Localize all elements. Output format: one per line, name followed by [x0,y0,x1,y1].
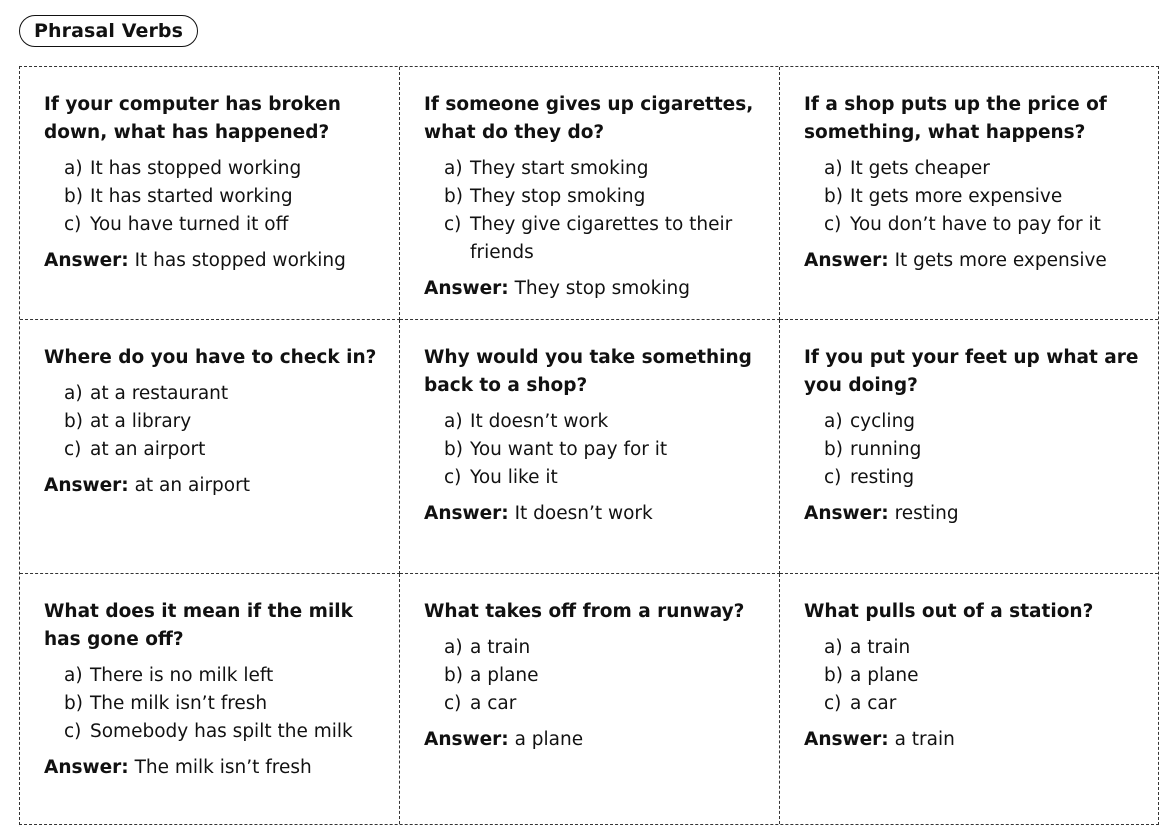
answer-label: Answer: [804,503,889,524]
option-letter: c) [64,439,82,460]
card-option [444,183,769,211]
option-letter: b) [64,693,83,714]
answer-label: Answer: [424,278,509,299]
card-options [424,408,769,492]
card-options [804,408,1148,492]
card-answer [424,275,769,303]
answer-label: Answer: [44,250,129,271]
card-option [824,211,1148,239]
card-question: If a shop puts up the price of something, what happens? [804,94,1107,143]
card-option [444,155,769,183]
option-text: You have turned it off [90,214,289,235]
option-text: at an airport [90,439,206,460]
quiz-card-grid [19,66,1159,825]
card-option [64,155,389,183]
answer-text: It gets more expensive [894,250,1107,271]
card-option [444,634,769,662]
card-option [64,662,389,690]
card-option [824,183,1148,211]
option-letter: b) [444,665,463,686]
card-options [44,380,389,464]
card-options [804,155,1148,239]
option-letter: a) [444,637,463,658]
option-text: cycling [850,411,916,432]
option-text: It has stopped working [90,158,302,179]
option-letter: c) [64,721,82,742]
card-answer [804,500,1148,528]
card-options [44,155,389,239]
card-question: What does it mean if the milk has gone off? [44,601,353,650]
option-letter: b) [64,186,83,207]
answer-label: Answer: [424,503,509,524]
quiz-card [780,574,1158,824]
option-text: at a restaurant [90,383,229,404]
answer-text: at an airport [134,475,250,496]
card-option [444,690,769,718]
option-text: There is no milk left [90,665,274,686]
option-text: It gets cheaper [850,158,990,179]
quiz-card [780,320,1158,574]
quiz-card [400,67,780,320]
option-text: They stop smoking [470,186,646,207]
option-text: a car [850,693,897,714]
answer-label: Answer: [44,475,129,496]
option-text: a train [470,637,531,658]
option-text: It doesn’t work [470,411,609,432]
card-question: Where do you have to check in? [44,347,377,368]
option-letter: a) [444,411,463,432]
option-text: It gets more expensive [850,186,1063,207]
answer-text: They stop smoking [514,278,690,299]
card-question: If someone gives up cigarettes, what do they do? [424,94,754,143]
card-option [64,690,389,718]
card-option [824,662,1148,690]
option-text: a plane [850,665,919,686]
quiz-card [780,67,1158,320]
card-answer [44,247,389,275]
option-text: You don’t have to pay for it [850,214,1101,235]
card-options [804,634,1148,718]
card-question: Why would you take something back to a shop? [424,347,752,396]
quiz-card [20,574,400,824]
option-text: Somebody has spilt the milk [90,721,353,742]
option-letter: b) [824,439,843,460]
option-letter: b) [64,411,83,432]
card-option [444,408,769,436]
card-question: What pulls out of a station? [804,601,1094,622]
option-text: a plane [470,665,539,686]
card-option [444,211,769,267]
card-question: If you put your feet up what are you doing? [804,347,1139,396]
option-text: They give cigarettes to their friends [470,214,733,263]
option-text: resting [850,467,915,488]
option-text: It has started working [90,186,293,207]
card-answer [424,726,769,754]
card-options [424,155,769,267]
card-answer [804,247,1148,275]
quiz-card [400,574,780,824]
card-option [444,464,769,492]
card-option [64,408,389,436]
option-text: They start smoking [470,158,649,179]
option-letter: b) [444,186,463,207]
option-letter: c) [444,693,462,714]
answer-text: It doesn’t work [514,503,653,524]
card-option [64,380,389,408]
option-letter: a) [64,383,83,404]
card-question: If your computer has broken down, what has happened? [44,94,341,143]
option-text: You want to pay for it [470,439,668,460]
option-letter: b) [824,186,843,207]
option-letter: a) [444,158,463,179]
option-letter: a) [824,637,843,658]
option-letter: c) [444,467,462,488]
option-text: The milk isn’t fresh [90,693,268,714]
option-letter: a) [64,665,83,686]
card-option [64,183,389,211]
option-letter: c) [824,214,842,235]
option-text: at a library [90,411,192,432]
page-title: Phrasal Verbs [19,15,198,47]
card-option [824,436,1148,464]
card-option [824,408,1148,436]
quiz-card [400,320,780,574]
card-question: What takes off from a runway? [424,601,745,622]
option-letter: c) [824,467,842,488]
answer-label: Answer: [424,729,509,750]
option-text: You like it [470,467,558,488]
answer-text: a plane [514,729,584,750]
option-letter: a) [64,158,83,179]
card-answer [804,726,1148,754]
option-letter: b) [824,665,843,686]
card-option [64,718,389,746]
option-letter: a) [824,158,843,179]
card-option [444,662,769,690]
card-option [64,211,389,239]
card-option [824,464,1148,492]
answer-text: a train [894,729,955,750]
option-text: a car [470,693,517,714]
card-options [424,634,769,718]
option-letter: c) [824,693,842,714]
answer-label: Answer: [804,250,889,271]
card-options [44,662,389,746]
option-text: a train [850,637,911,658]
card-option [824,155,1148,183]
card-answer [424,500,769,528]
answer-text: The milk isn’t fresh [134,757,312,778]
quiz-card [20,320,400,574]
card-option [444,436,769,464]
card-option [824,634,1148,662]
answer-label: Answer: [44,757,129,778]
answer-label: Answer: [804,729,889,750]
option-letter: a) [824,411,843,432]
option-text: running [850,439,922,460]
quiz-card [20,67,400,320]
card-option [64,436,389,464]
answer-text: resting [894,503,959,524]
card-answer [44,472,389,500]
option-letter: b) [444,439,463,460]
card-answer [44,754,389,782]
card-option [824,690,1148,718]
answer-text: It has stopped working [134,250,346,271]
option-letter: c) [444,214,462,235]
option-letter: c) [64,214,82,235]
